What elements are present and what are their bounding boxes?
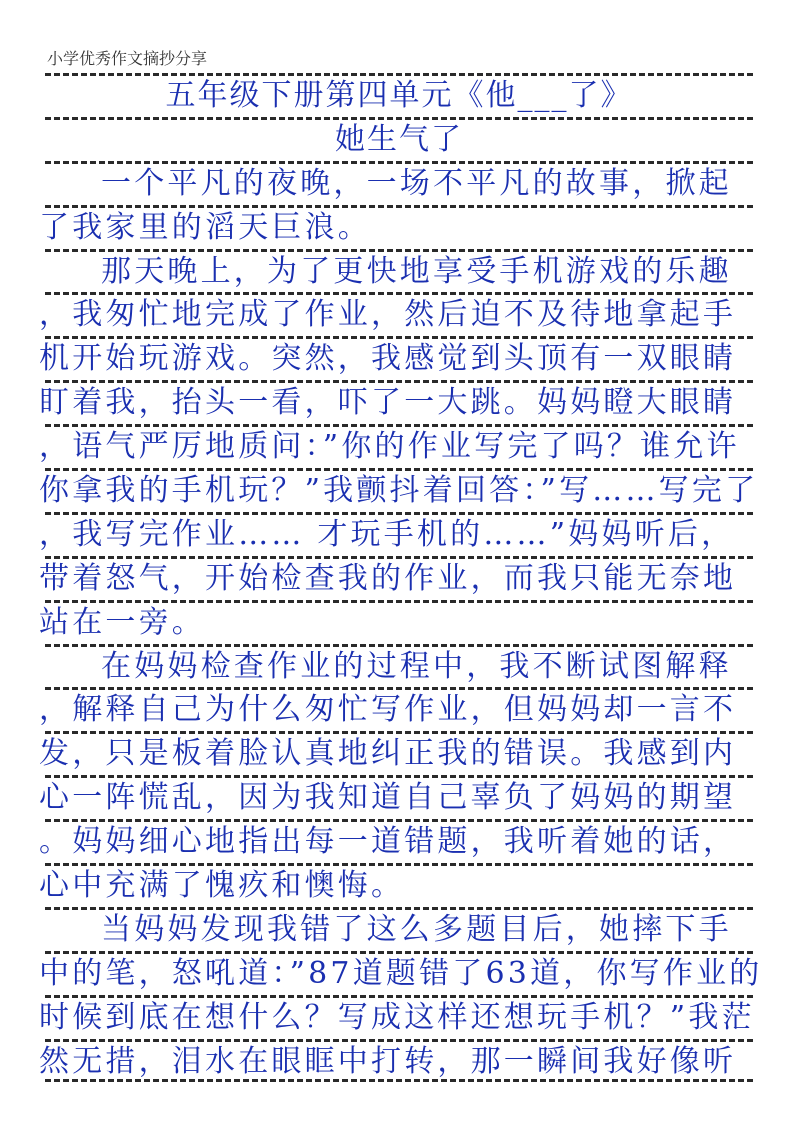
- essay-line: [39, 819, 753, 863]
- essay-line: [39, 292, 753, 336]
- essay-line-text: 机开始玩游戏。突然，我感觉到头顶有一双眼睛: [39, 341, 737, 377]
- essay-line: [39, 336, 753, 380]
- essay-line: [39, 775, 753, 819]
- essay-line-text: ，解释自己为什么匆忙写作业，但妈妈却一言不: [39, 692, 737, 728]
- essay-line: [45, 644, 753, 688]
- essay-line: [45, 161, 753, 205]
- essay-line-text: 那天晚上，为了更快地享受手机游戏的乐趣: [101, 253, 732, 289]
- essay-line-text: 了我家里的滔天巨浪。: [39, 209, 371, 245]
- essay-line: [39, 205, 753, 249]
- essay-line-text: 站在一旁。: [39, 604, 205, 640]
- essay-line: [39, 556, 753, 600]
- essay-line: [39, 600, 753, 644]
- essay-line: [39, 424, 753, 468]
- unit-title-row: [45, 73, 753, 117]
- unit-title: 五年级下册第四单元《他___了》: [165, 78, 633, 113]
- essay-line: [45, 249, 753, 293]
- essay-line-text: 中的笔，怒吼道：”87道题错了63道，你写作业的: [39, 955, 763, 991]
- essay-line-text: 在妈妈检查作业的过程中，我不断试图解释: [101, 648, 732, 684]
- essay-line: [39, 468, 759, 512]
- essay-line-text: 时候到底在想什么？写成这样还想玩手机？”我茫: [39, 999, 755, 1035]
- essay-line: [45, 907, 753, 951]
- essay-line-text: ，我匆忙地完成了作业，然后迫不及待地拿起手: [39, 297, 737, 333]
- ruled-sheet: [39, 73, 763, 1082]
- essay-line-text: 。妈妈细心地指出每一道错题，我听着她的话，: [39, 824, 737, 860]
- essay-line-text: 心一阵慌乱，因为我知道自己辜负了妈妈的期望: [39, 780, 737, 816]
- essay-line: [39, 863, 753, 907]
- essay-title-row: [45, 117, 753, 161]
- essay-line: [39, 1039, 753, 1083]
- essay-line-text: 心中充满了愧疚和懊悔。: [39, 868, 405, 904]
- essay-line: [39, 951, 763, 995]
- essay-title: 她生气了: [335, 121, 463, 157]
- essay-line-text: 发，只是板着脸认真地纠正我的错误。我感到内: [39, 736, 737, 772]
- essay-line-text: 当妈妈发现我错了这么多题目后，她摔下手: [101, 911, 732, 947]
- essay-line: [39, 687, 753, 731]
- essay-line: [39, 995, 755, 1039]
- essay-body: [39, 161, 763, 1083]
- essay-line: [39, 731, 753, 775]
- essay-line: [39, 380, 753, 424]
- essay-line-text: 然无措，泪水在眼眶中打转，那一瞬间我好像听: [39, 1043, 737, 1079]
- header-note: 小学优秀作文摘抄分享: [47, 49, 208, 68]
- essay-line-text: 带着怒气，开始检查我的作业，而我只能无奈地: [39, 560, 737, 596]
- essay-line-text: ，语气严厉地质问：”你的作业写完了吗？谁允许: [39, 429, 740, 465]
- essay-line-text: ，我写完作业…… 才玩手机的……”妈妈听后，: [39, 516, 735, 552]
- essay-line-text: 盯着我，抬头一看，吓了一大跳。妈妈瞪大眼睛: [39, 385, 737, 421]
- essay-line-text: 你拿我的手机玩？”我颤抖着回答：”写……写完了: [39, 473, 759, 509]
- essay-line: [39, 512, 753, 556]
- essay-line-text: 一个平凡的夜晚，一场不平凡的故事，掀起: [101, 165, 732, 201]
